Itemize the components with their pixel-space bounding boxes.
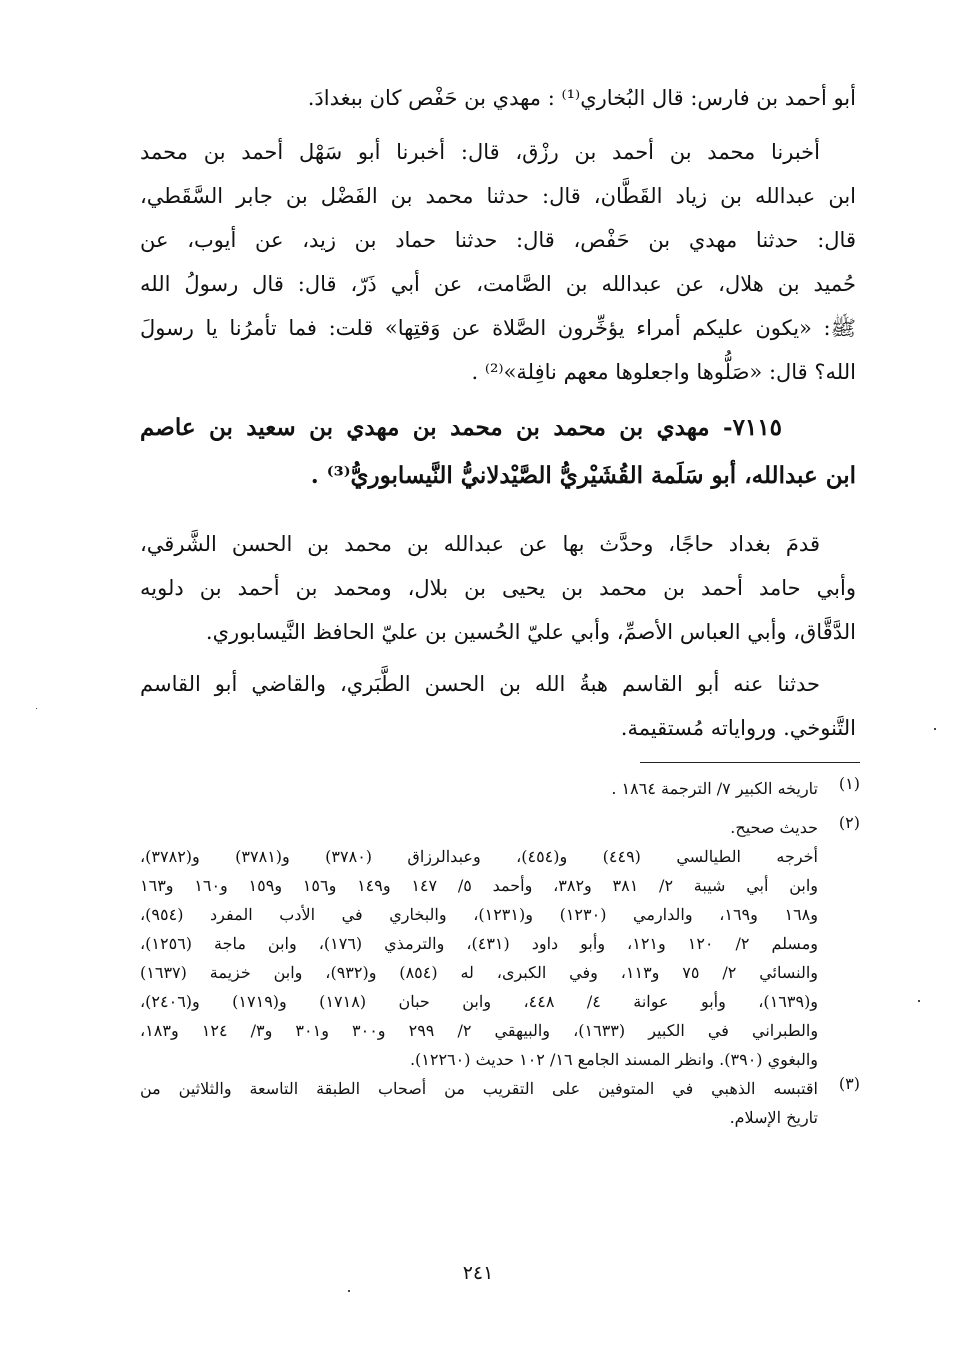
footnote-line: والطبراني في الكبير (١٦٣٣)، والبيهقي ٢/ ٢٩٩ و٣٠٠ و٣٠١ و٣/ ١٢٤ و١٨٣،: [140, 1021, 818, 1040]
footnote-line: اقتبسه الذهبي في المتوفين على التقريب من أصحاب الطبقة التاسعة والثلاثين من: [140, 1079, 818, 1098]
text-line: قدمَ بغداد حاجًا، وحدَّث بها عن عبدالله بن محمد بن الحسن الشَّرقي،: [140, 532, 820, 556]
footnote-number: (٣): [838, 1074, 860, 1093]
page-number: ٢٤١: [462, 1262, 494, 1284]
heading-line: ابن عبدالله، أبو سَلَمة القُشَيْريُّ الصَّيْدلانيُّ النَّيسابوريُّ⁽³⁾ .: [310, 462, 856, 489]
text-line: وأبي حامد أحمد بن محمد بن يحيى بن بلال، ومحمد بن أحمد بن دلويه: [140, 576, 856, 600]
footnote-line: وابن أبي شيبة ٢/ ٣٨١ و٣٨٢، وأحمد ٥/ ١٤٧ و١٤٩ و١٥٦ و١٥٩ و١٦٠ و١٦٣: [140, 876, 818, 895]
footnote-line: أخرجه الطيالسي (٤٤٩) و(٤٥٤)، وعبدالرزاق (٣٧٨٠) و(٣٧٨١) و(٣٧٨٢)،: [140, 847, 818, 866]
footnote-separator: [640, 762, 860, 763]
paragraph-bukhari-quote: [140, 76, 856, 120]
text-line: قال: حدثنا مهدي بن حَفْص، قال: حدثنا حماد بن زيد، عن أيوب، عن: [140, 228, 856, 252]
footnote-number: (١): [838, 774, 860, 793]
footnote-number: (٢): [838, 813, 860, 832]
footnote-1: [140, 774, 860, 803]
text-line: حدثنا عنه أبو القاسم هبةُ الله بن الحسن الطَّبَري، والقاضي أبو القاسم: [140, 672, 820, 696]
entry-heading: [140, 404, 856, 500]
footnotes: [140, 774, 860, 1132]
paragraph-students: [140, 662, 856, 750]
footnote-line: ومسلم ٢/ ١٢٠ و١٢١، وأبو داود (٤٣١)، والترمذي (١٧٦)، وابن ماجة (١٢٥٦)،: [140, 934, 818, 953]
scan-speck: [934, 728, 936, 730]
footnote-2: [140, 813, 860, 1074]
footnote-line: تاريخ الإسلام.: [729, 1108, 818, 1127]
text-line: التَّنوخي. ورواياته مُستقيمة.: [620, 716, 856, 740]
text-line: ابن عبدالله بن زياد القَطَّان، قال: حدثنا محمد بن الفَضْل بن جابر السَّقَطي،: [140, 184, 856, 208]
scan-speck: [36, 708, 37, 709]
paragraph-hadith-chain: [140, 130, 856, 394]
heading-line: ٧١١٥- مهدي بن محمد بن محمد بن مهدي بن سعيد بن عاصم: [140, 414, 782, 441]
footnote-3: [140, 1074, 860, 1132]
footnote-line: و(١٦٣٩)، وأبو عوانة ٤/ ٤٤٨، وابن حبان (١٧١٨) و(١٧١٩) و(٢٤٠٦)،: [140, 992, 818, 1011]
text-line: حُميد بن هلال، عن عبدالله بن الصَّامت، عن أبي ذَرّ، قال: قال رسولُ الله: [140, 272, 856, 296]
footnote-line: و١٦٨ و١٦٩، والدارمي (١٢٣٠) و(١٢٣١)، والبخاري في الأدب المفرد (٩٥٤)،: [140, 905, 818, 924]
paragraph-teachers: [140, 522, 856, 654]
text-line: الدَّقَّاق، وأبي العباس الأصمِّ، وأبي عليّ الحُسين بن عليّ الحافظ النَّيسابوري.: [205, 620, 856, 644]
text-line: ﷺ: «يكون عليكم أمراء يؤخِّرون الصَّلاة عن وَقتِها» قلت: فما تأمرُنا يا رسولَ: [140, 316, 856, 340]
text-line: أبو أحمد بن فارس: قال البُخاري⁽¹⁾ : مهدي بن حَفْص كان ببغدادَ.: [307, 86, 856, 110]
footnote-line: والنسائي ٢/ ٧٥ و١١٣، وفي الكبرى، له (٨٥٤) و(٩٣٢)، وابن خزيمة (١٦٣٧): [140, 963, 818, 982]
footnote-line: تاريخه الكبير ٧/ الترجمة ١٨٦٤ .: [611, 779, 818, 798]
scan-speck: [918, 1000, 920, 1002]
footnote-line: والبغوي (٣٩٠). وانظر المسند الجامع ١٦/ ١٠٢ حديث (١٢٢٦٠).: [409, 1050, 818, 1069]
text-line: الله؟ قال: «صَلُّوها واجعلوها معهم نافِلة»⁽²⁾ .: [471, 360, 856, 384]
scan-speck: [348, 1290, 350, 1292]
text-line: أخبرنا محمد بن أحمد بن رزْق، قال: أخبرنا أبو سَهْل أحمد بن محمد: [140, 140, 820, 164]
footnote-line: حديث صحيح.: [730, 818, 818, 837]
